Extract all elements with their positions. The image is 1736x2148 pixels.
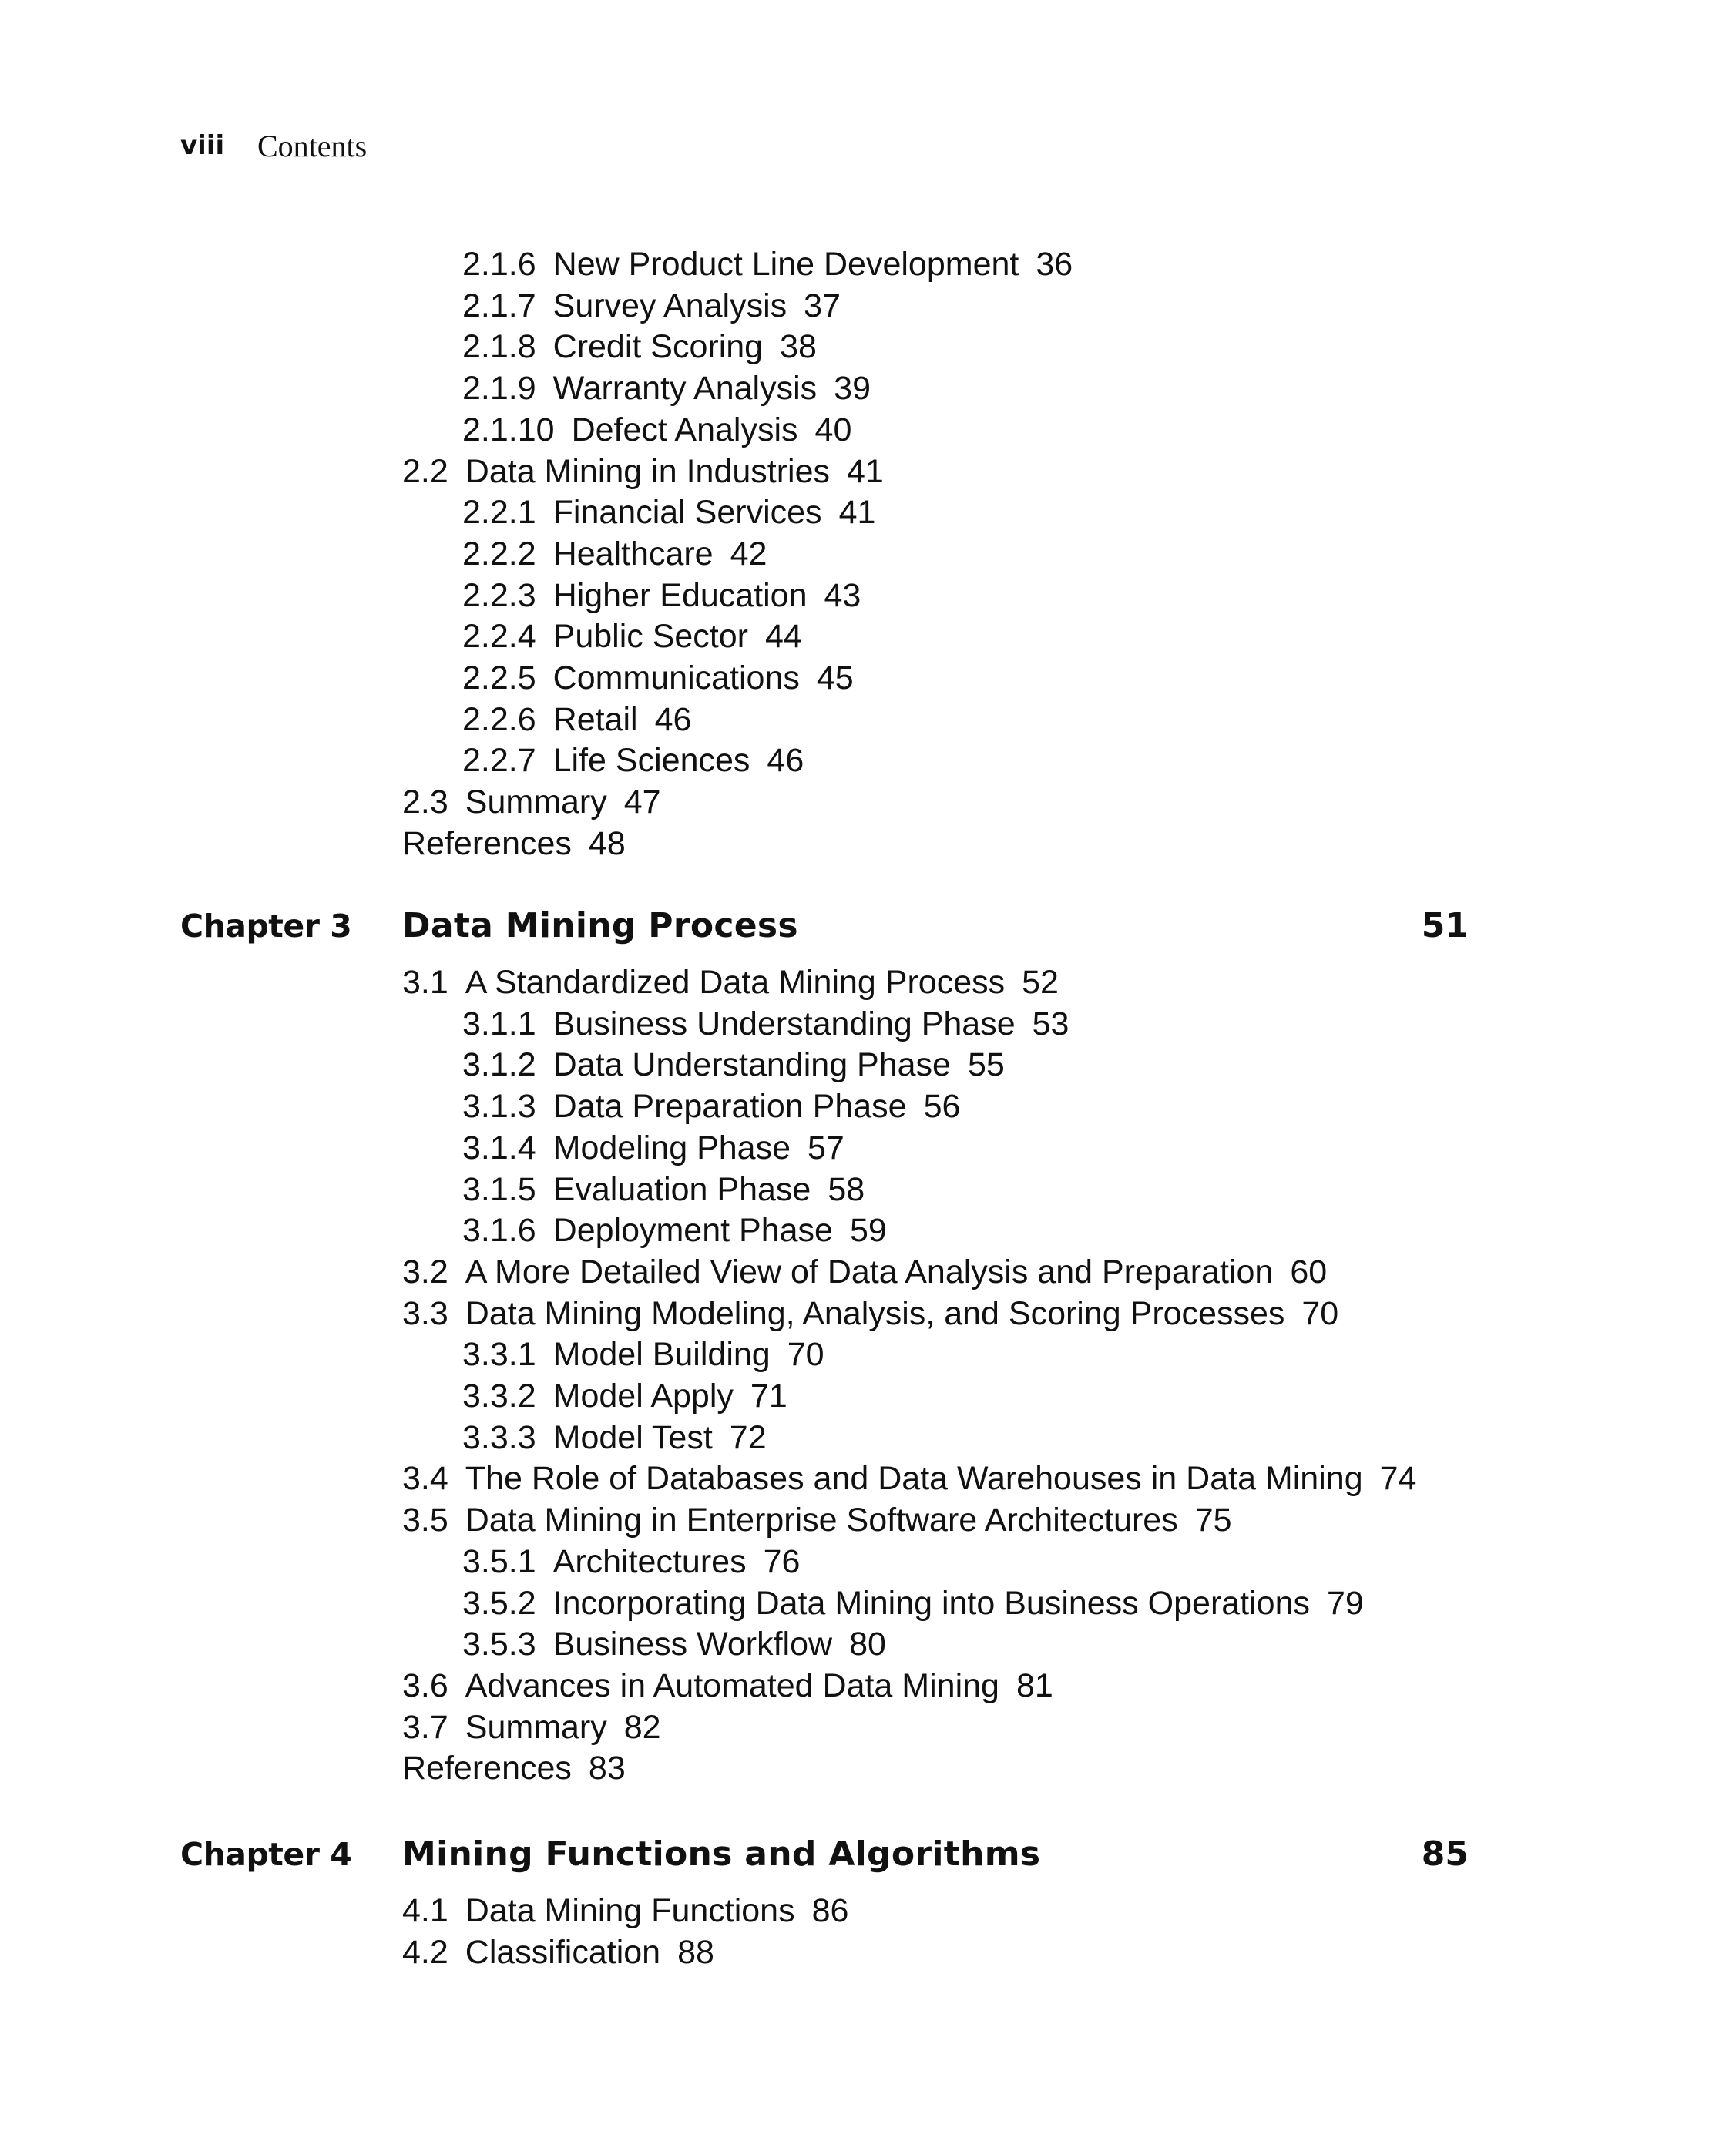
toc-entry-number: 3.2: [402, 1253, 448, 1290]
running-head-section: Contents: [257, 128, 368, 163]
toc-entry-page-number: 70: [1301, 1294, 1339, 1332]
toc-entry[interactable]: [462, 368, 871, 410]
toc-entry-page-number: 46: [767, 742, 804, 780]
toc-entry-page-number: 81: [1016, 1666, 1053, 1704]
toc-entry[interactable]: [462, 244, 1073, 286]
toc-entry[interactable]: [462, 410, 851, 451]
chapter-4-label: Chapter 4: [180, 1836, 352, 1873]
toc-entry-title: Deployment Phase: [552, 1212, 833, 1250]
toc-entry-number: 2.2.6: [462, 700, 536, 738]
toc-entry-page-number: 59: [849, 1212, 887, 1250]
toc-entry[interactable]: [402, 1252, 1327, 1294]
toc-entry-page-number: 48: [588, 824, 626, 862]
toc-entry[interactable]: [462, 576, 861, 617]
toc-entry[interactable]: [462, 534, 767, 576]
toc-entry-number: 2.3: [402, 784, 448, 821]
toc-entry-number: 4.1: [402, 1892, 448, 1929]
toc-entry[interactable]: [462, 1004, 1069, 1045]
toc-entry-title: Business Workflow: [552, 1626, 833, 1663]
toc-entry[interactable]: [402, 1748, 626, 1790]
toc-entry-number: 2.2.7: [462, 742, 536, 780]
toc-entry-page-number: 45: [816, 660, 854, 696]
toc-entry-title: New Product Line Development: [552, 246, 1019, 283]
toc-entry-page-number: 71: [750, 1378, 787, 1415]
toc-entry-title: Classification: [465, 1933, 661, 1971]
toc-entry-title: Retail: [552, 700, 638, 738]
toc-entry-page-number: 88: [677, 1933, 714, 1971]
chapter-4-title: Mining Functions and Algorithms: [402, 1834, 1041, 1874]
toc-entry[interactable]: [402, 1707, 661, 1749]
toc-entry-title: Data Mining in Enterprise Software Architectures: [465, 1502, 1178, 1539]
toc-entry[interactable]: [402, 1458, 1416, 1500]
toc-entry-number: 3.1: [402, 964, 448, 1001]
toc-entry[interactable]: [462, 1045, 1005, 1086]
running-head: [180, 126, 367, 165]
toc-entry-number: 3.4: [402, 1460, 448, 1498]
toc-entry[interactable]: [402, 1932, 714, 1974]
toc-entry-title: Data Understanding Phase: [552, 1046, 951, 1084]
toc-entry-page-number: 70: [787, 1336, 824, 1374]
toc-entry-page-number: 41: [847, 452, 884, 490]
toc-entry-page-number: 57: [808, 1129, 844, 1166]
toc-entry-page-number: 58: [828, 1170, 865, 1208]
toc-entry-page-number: 42: [730, 535, 767, 572]
toc-entry-number: 3.3: [402, 1294, 448, 1332]
toc-entry-number: 3.1.1: [462, 1005, 536, 1042]
toc-entry-page-number: 41: [838, 494, 876, 532]
toc-entry-number: 2.2: [402, 452, 448, 490]
toc-entry[interactable]: [402, 962, 1059, 1004]
toc-entry-page-number: 38: [780, 328, 817, 366]
chapter-3-page-number: 51: [1421, 906, 1469, 945]
toc-entry[interactable]: [402, 782, 661, 824]
toc-entry[interactable]: [462, 1418, 767, 1459]
toc-entry-page-number: 76: [763, 1542, 801, 1580]
toc-entry-number: 3.6: [402, 1666, 448, 1704]
toc-entry[interactable]: [462, 1210, 887, 1252]
toc-entry[interactable]: [402, 1294, 1338, 1335]
toc-entry-title: A More Detailed View of Data Analysis and Preparation: [465, 1253, 1274, 1290]
toc-entry-number: 2.2.5: [462, 660, 536, 696]
toc-entry-title: Higher Education: [552, 576, 808, 614]
toc-entry-title: References: [402, 1750, 572, 1787]
toc-entry-number: 3.7: [402, 1708, 448, 1746]
toc-entry-page-number: 56: [923, 1088, 961, 1126]
toc-entry-number: 3.3.1: [462, 1336, 536, 1374]
toc-entry-title: References: [402, 824, 572, 862]
toc-entry-page-number: 80: [849, 1626, 886, 1663]
toc-entry-number: 2.1.9: [462, 370, 536, 408]
toc-entry-number: 2.1.6: [462, 246, 536, 283]
toc-entry[interactable]: [462, 327, 817, 368]
toc-entry[interactable]: [462, 616, 802, 658]
toc-entry[interactable]: [402, 824, 626, 865]
toc-entry-page-number: 53: [1032, 1005, 1069, 1042]
toc-entry-title: Healthcare: [552, 535, 714, 572]
toc-entry-number: 3.3.2: [462, 1378, 536, 1415]
toc-entry-title: The Role of Databases and Data Warehouses in Data Mining: [465, 1460, 1363, 1498]
toc-entry-title: Business Understanding Phase: [552, 1005, 1016, 1042]
toc-entry-page-number: 36: [1036, 246, 1073, 283]
toc-entry-page-number: 60: [1290, 1253, 1328, 1290]
toc-entry-number: 3.1.6: [462, 1212, 536, 1250]
toc-entry-title: Credit Scoring: [552, 328, 764, 366]
chapter-3-heading[interactable]: [180, 903, 1469, 949]
toc-entry-title: Warranty Analysis: [552, 370, 818, 408]
toc-entry-title: Life Sciences: [552, 742, 750, 780]
toc-entry-page-number: 74: [1379, 1460, 1417, 1498]
toc-entry-number: 3.5.3: [462, 1626, 536, 1663]
toc-entry[interactable]: [462, 1624, 886, 1666]
chapter-3-title: Data Mining Process: [402, 906, 798, 945]
toc-entry-title: Model Building: [552, 1336, 771, 1374]
toc-entry-title: Incorporating Data Mining into Business Operations: [552, 1584, 1311, 1622]
toc-entry[interactable]: [402, 1500, 1232, 1542]
toc-entry[interactable]: [402, 1891, 848, 1932]
toc-entry-page-number: 86: [811, 1892, 849, 1929]
toc-entry-title: Communications: [552, 660, 800, 696]
toc-entry-page-number: 75: [1194, 1502, 1232, 1539]
chapter-4-heading[interactable]: [180, 1831, 1469, 1878]
toc-entry-title: Architectures: [552, 1542, 747, 1580]
toc-entry[interactable]: [462, 1334, 824, 1376]
toc-entry-number: 3.5: [402, 1502, 448, 1539]
toc-entry-number: 3.3.3: [462, 1418, 536, 1456]
toc-entry[interactable]: [462, 1086, 960, 1128]
toc-entry[interactable]: [462, 1583, 1364, 1625]
toc-entry-title: Data Preparation Phase: [552, 1088, 907, 1126]
toc-entry-number: 2.1.7: [462, 287, 536, 324]
toc-entry-title: Modeling Phase: [552, 1129, 791, 1166]
toc-entry-page-number: 47: [623, 784, 661, 821]
toc-entry-title: Evaluation Phase: [552, 1170, 811, 1208]
toc-entry-page-number: 37: [804, 287, 841, 324]
toc-entry[interactable]: [462, 658, 854, 700]
toc-entry[interactable]: [402, 1666, 1053, 1707]
toc-entry-number: 3.5.2: [462, 1584, 536, 1622]
toc-entry-title: Survey Analysis: [552, 287, 787, 324]
toc-entry-page-number: 40: [814, 411, 852, 448]
toc-entry-title: Summary: [465, 1708, 607, 1746]
toc-entry-title: A Standardized Data Mining Process: [465, 964, 1006, 1001]
toc-entry-page-number: 83: [588, 1750, 626, 1787]
page-folio: viii: [180, 130, 225, 161]
toc-entry-page-number: 79: [1327, 1584, 1364, 1622]
toc-entry[interactable]: [462, 1170, 865, 1211]
toc-entry-page-number: 43: [824, 576, 861, 614]
toc-entry-title: Data Mining Functions: [465, 1892, 795, 1929]
toc-entry-title: Advances in Automated Data Mining: [465, 1666, 999, 1704]
toc-entry[interactable]: [462, 1128, 844, 1170]
toc-entry-title: Summary: [465, 784, 607, 821]
toc-entry[interactable]: [462, 1376, 787, 1418]
toc-entry-title: Data Mining in Industries: [465, 452, 831, 490]
toc-entry-number: 2.2.2: [462, 535, 536, 572]
toc-entry-number: 4.2: [402, 1933, 448, 1971]
toc-entry-page-number: 44: [764, 618, 802, 656]
toc-entry[interactable]: [462, 740, 804, 782]
toc-entry-page-number: 55: [967, 1046, 1005, 1084]
toc-entry-number: 3.1.5: [462, 1170, 536, 1208]
toc-entry-number: 3.1.4: [462, 1129, 536, 1166]
toc-entry-title: Financial Services: [552, 494, 822, 532]
toc-entry-page-number: 52: [1022, 964, 1059, 1001]
toc-entry-number: 2.2.4: [462, 618, 536, 656]
chapter-4-page-number: 85: [1421, 1834, 1469, 1874]
toc-entry[interactable]: [462, 1542, 800, 1583]
toc-entry[interactable]: [462, 492, 875, 534]
toc-entry-title: Data Mining Modeling, Analysis, and Scoring Processes: [465, 1294, 1285, 1332]
chapter-3-label: Chapter 3: [180, 908, 352, 945]
toc-entry-number: 2.1.8: [462, 328, 536, 366]
toc-entry-title: Public Sector: [552, 618, 748, 656]
toc-entry-page-number: 72: [729, 1418, 767, 1456]
toc-entry[interactable]: [462, 286, 841, 327]
toc-entry-page-number: 82: [623, 1708, 661, 1746]
toc-entry-page-number: 39: [834, 370, 871, 408]
toc-entry-title: Model Test: [552, 1418, 713, 1456]
toc-entry-number: 2.2.1: [462, 494, 536, 532]
toc-entry[interactable]: [462, 700, 691, 741]
toc-entry[interactable]: [402, 451, 884, 493]
toc-entry-number: 3.1.3: [462, 1088, 536, 1126]
toc-entry-number: 2.1.10: [462, 411, 555, 448]
toc-entry-number: 2.2.3: [462, 576, 536, 614]
toc-entry-page-number: 46: [654, 700, 692, 738]
toc-entry-number: 3.5.1: [462, 1542, 536, 1580]
toc-entry-title: Model Apply: [552, 1378, 734, 1415]
toc-entry-number: 3.1.2: [462, 1046, 536, 1084]
toc-entry-title: Defect Analysis: [571, 411, 798, 448]
